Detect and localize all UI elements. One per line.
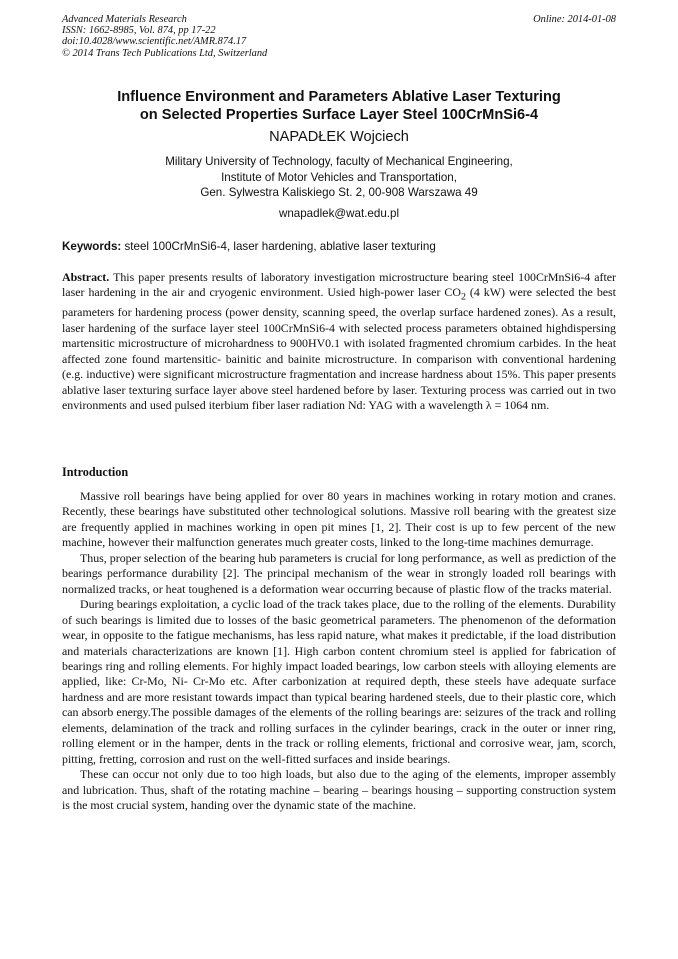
keywords-text: steel 100CrMnSi6-4, laser hardening, ablative laser texturing bbox=[121, 240, 436, 253]
section-heading-introduction: Introduction bbox=[62, 465, 129, 479]
author-email: wnapadlek@wat.edu.pl bbox=[278, 207, 400, 220]
journal-header bbox=[62, 14, 267, 59]
abstract-text-2: (4 kW) were selected the best parameters for hardening process (power density, scanning speed, the overlap surface hardened zones). As a result, laser hardening of the surface layer steel 100CrMnSi6-4 with selected process parameters obtained highdispersing martensitic microstructure of microhardness to 900HV0.1 with isolated fragmented chromium carbides. In the heat affected zone found martensitic- bainitic and bainite microstructure. In comparison with conventional hardening (e.g. inductive) were significant microstructure fragmentation and increase hardness about 15%. This paper presents ablative laser texturing surface layer above steel hardened before by laser. Texturing process was carried out in two environments and used pulsed iterbium fiber laser radiation Nd: YAG with a wavelength λ = 1064 nm. bbox=[62, 285, 616, 412]
keywords bbox=[62, 240, 616, 254]
online-date: Online: 2014-01-08 bbox=[533, 14, 616, 25]
doi-line: doi:10.4028/www.scientific.net/AMR.874.17 bbox=[62, 36, 247, 48]
paper-title bbox=[62, 88, 616, 124]
affiliation-line-2: Institute of Motor Vehicles and Transportation, bbox=[221, 170, 457, 184]
issn-line: ISSN: 1662-8985, Vol. 874, pp 17-22 bbox=[62, 25, 216, 37]
introduction-body bbox=[62, 489, 616, 814]
abstract-label: Abstract. bbox=[62, 270, 110, 284]
abstract-subscript: 2 bbox=[460, 291, 466, 303]
title-line-2: on Selected Properties Surface Layer Steel 100CrMnSi6-4 bbox=[139, 107, 539, 123]
paragraph: During bearings exploitation, a cyclic load of the track takes place, due to the rolling of the elements. Durability of such bearings is limited due to losses of the basic geometrical parameters. The phenomenon of the deformation wear, in opposite to the fatigue mechanisms, has less rapid nature, what makes it predictable, if the load distribution and materials characterizations are known [1]. High carbon content chromium steel is applied for fabrication of bearings ring and rolling elements. For highly impact loaded bearings, low carbon steels with alloying elements are applied, like: Cr-Mo, Ni- Cr-Mo etc. After carbonization at required depth, these steels have adequate surface hardness and are more resistant towards impact than typical bearing hardened steels, due to their plastic core, which can absorb energy.The possible damages of the elements of the rolling bearings are: seizures of the track and rolling elements, delamination of the track and rolling surfaces in the cylinder bearings, crack in the outer or inner ring, rolling element or in the hamper, dents in the track or rolling elements, frictional and corrosive wear, jam, scorch, pitting, fretting, corrosion and rust on the well-fitted surfaces and inside bearings. bbox=[62, 597, 616, 766]
affiliation bbox=[62, 154, 616, 201]
author-name: NAPADŁEK Wojciech bbox=[269, 129, 409, 145]
affiliation-line-1: Military University of Technology, faculty of Mechanical Engineering, bbox=[165, 155, 513, 168]
copyright-line: © 2014 Trans Tech Publications Ltd, Switzerland bbox=[62, 47, 268, 59]
paragraph: Massive roll bearings have being applied for over 80 years in machines working in rotary motion and cranes. Recently, these bearings have substituted other technological solutions. Massive roll bearing with the greatest size are frequently applied in machines working in open pit mines [1, 2]. Their cost is up to few percent of the new machine, however their malfunction generates much greater costs, linked to the long-time machines demurrage. bbox=[62, 489, 616, 550]
journal-name: Advanced Materials Research bbox=[62, 14, 187, 25]
abstract-text-1: This paper presents results of laboratory investigation microstructure bearing steel 100CrMnSi6-4 after laser hardening in the air and cryogenic environment. Usied high-power laser CO bbox=[62, 270, 616, 300]
abstract bbox=[62, 270, 616, 413]
paragraph: Thus, proper selection of the bearing hub parameters is crucial for long performance, as well as prediction of the bearings performance durability [2]. The principal mechanism of the wear in strongly loaded roll bearings with normalized tracks, or heat toughened is a deformation wear occurring because of plastic flow of the tracks material. bbox=[62, 550, 616, 596]
paragraph: These can occur not only due to too high loads, but also due to the aging of the elements, improper assembly and lubrication. Thus, shaft of the rotating machine – bearing – bearings housing – supporting construction system is the most crucial system, handing over the dynamic state of the machine. bbox=[62, 767, 616, 813]
affiliation-line-3: Gen. Sylwestra Kaliskiego St. 2, 00-908 Warszawa 49 bbox=[200, 186, 478, 199]
title-line-1: Influence Environment and Parameters Ablative Laser Texturing bbox=[117, 89, 561, 105]
keywords-label: Keywords: bbox=[62, 240, 122, 253]
